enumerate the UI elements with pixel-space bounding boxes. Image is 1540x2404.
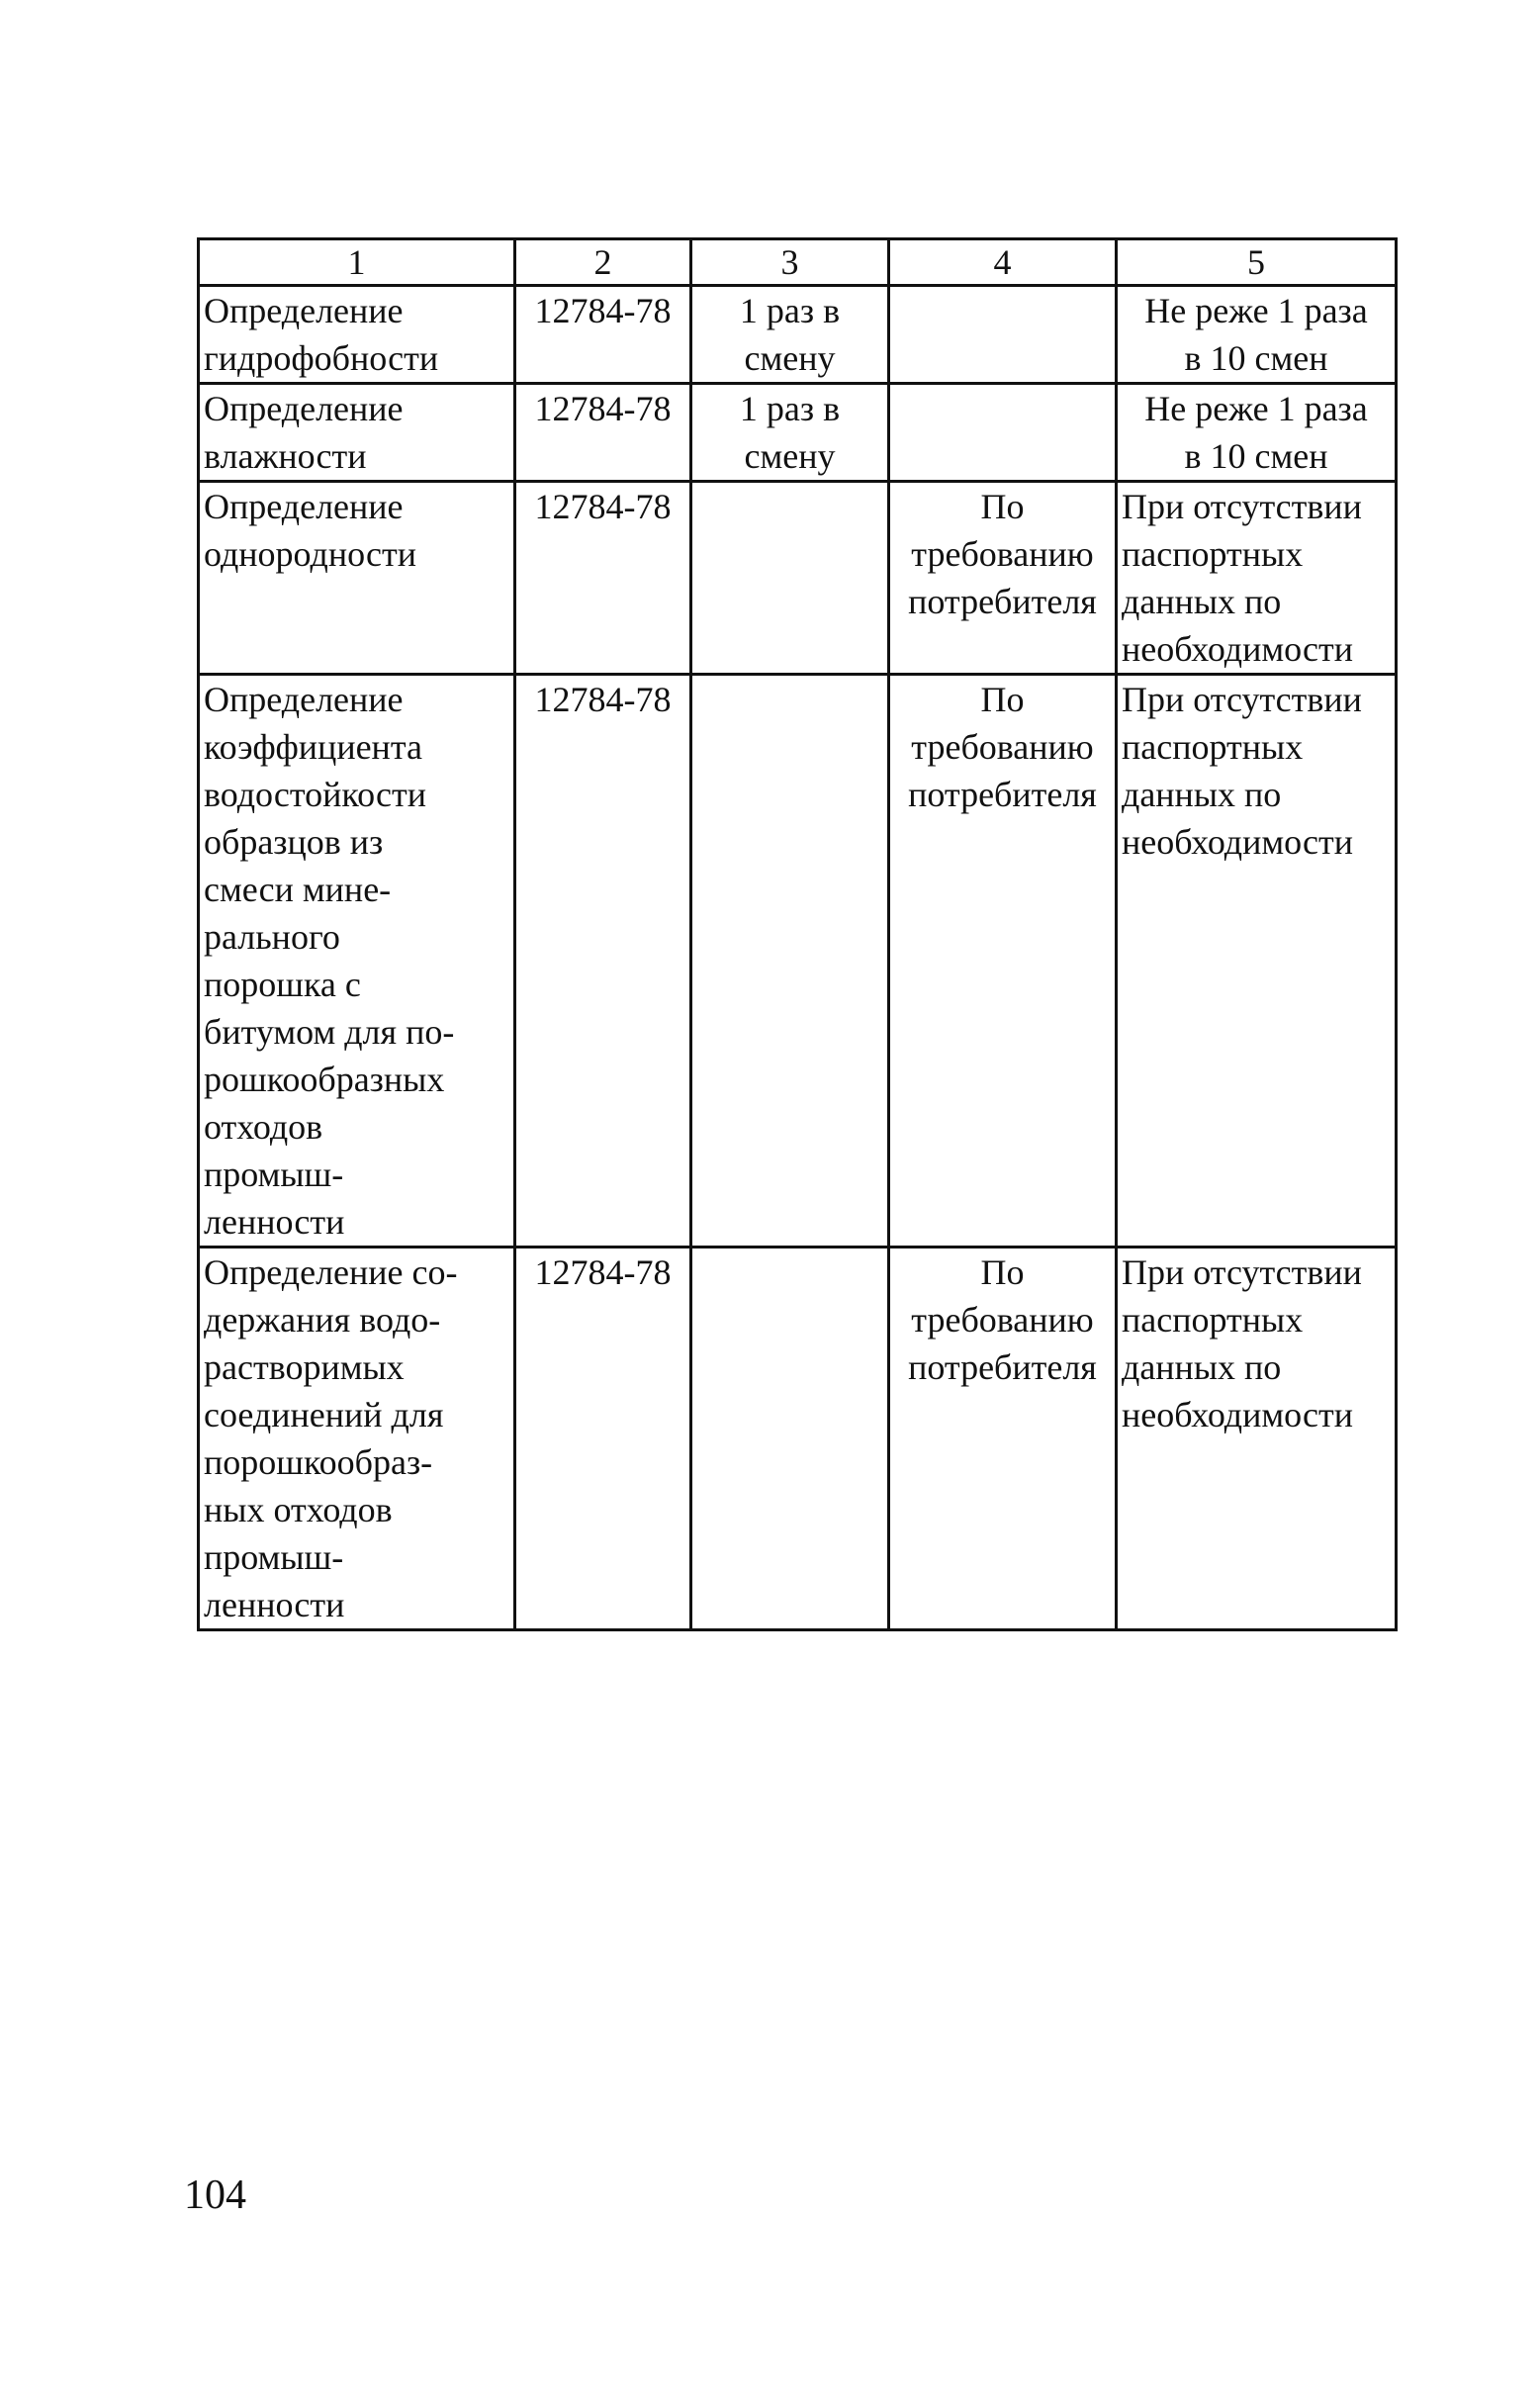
standard-cell: 12784-78 [515,675,691,1248]
note-cell: При отсутствии паспортных данных по необходимости [1117,1248,1397,1630]
requirements-table [197,237,1398,1631]
frequency-cell: 1 раз в смену [691,286,889,384]
test-name-cell: Определение со- держания водо- растворимых соединений для порошкообраз- ных отходов промыш- ленности [199,1248,515,1630]
standard-cell: 12784-78 [515,384,691,482]
table-row [199,1248,1397,1630]
note-cell: Не реже 1 раза в 10 смен [1117,384,1397,482]
test-name-cell: Определение гидрофобности [199,286,515,384]
standard-cell: 12784-78 [515,482,691,675]
header-cell-3: 3 [691,239,889,286]
test-name-cell: Определение однородности [199,482,515,675]
condition-cell [889,384,1117,482]
table-row [199,286,1397,384]
header-cell-5: 5 [1117,239,1397,286]
frequency-cell [691,1248,889,1630]
standard-cell: 12784-78 [515,286,691,384]
condition-cell: По требованию потребителя [889,1248,1117,1630]
note-cell: При отсутствии паспортных данных по необходимости [1117,482,1397,675]
header-cell-4: 4 [889,239,1117,286]
standard-cell: 12784-78 [515,1248,691,1630]
table-header-row [199,239,1397,286]
condition-cell: По требованию потребителя [889,482,1117,675]
frequency-cell [691,675,889,1248]
frequency-cell [691,482,889,675]
header-cell-2: 2 [515,239,691,286]
note-cell: При отсутствии паспортных данных по необходимости [1117,675,1397,1248]
table-row [199,384,1397,482]
test-name-cell: Определение влажности [199,384,515,482]
header-cell-1: 1 [199,239,515,286]
test-name-cell: Определение коэффициента водостойкости образцов из смеси мине- рального порошка с битумом для по- рошкообразных отходов промыш- ленности [199,675,515,1248]
frequency-cell: 1 раз в смену [691,384,889,482]
condition-cell: По требованию потребителя [889,675,1117,1248]
table-row [199,482,1397,675]
note-cell: Не реже 1 раза в 10 смен [1117,286,1397,384]
condition-cell [889,286,1117,384]
table-row [199,675,1397,1248]
page-number: 104 [184,2173,246,2218]
